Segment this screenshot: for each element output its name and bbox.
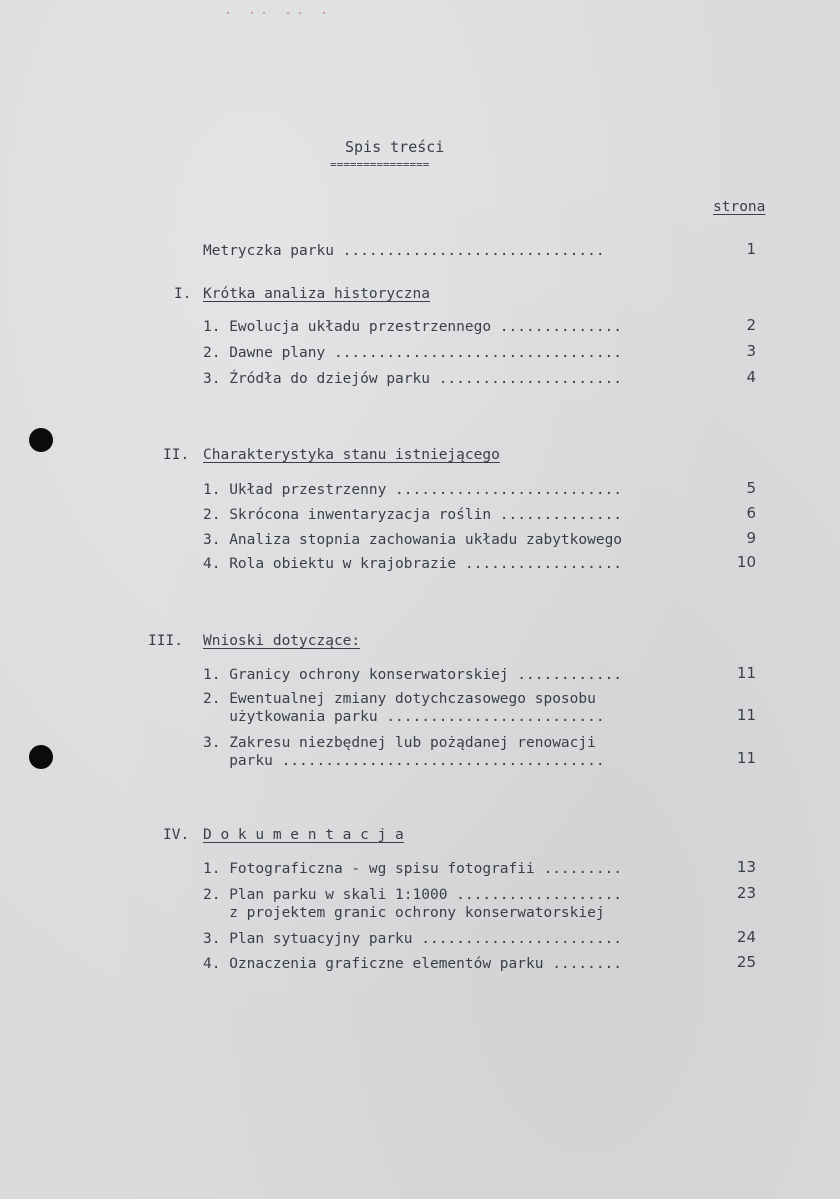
toc-item-page: 25 xyxy=(736,953,756,971)
toc-item-page: 6 xyxy=(746,504,756,522)
toc-entry-label: Metryczka parku .............................. xyxy=(203,243,605,259)
punch-hole xyxy=(29,428,53,452)
toc-item-label: 1. Granicy ochrony konserwatorskiej ............ xyxy=(203,667,623,683)
section-numeral: I. xyxy=(174,286,192,302)
title-underline-rule: =============== xyxy=(330,158,430,171)
section-heading: Wnioski dotyczące: xyxy=(203,633,361,649)
toc-item-label-continuation: użytkowania parku ......................... xyxy=(203,709,605,725)
toc-item-page: 2 xyxy=(746,316,756,334)
section-numeral: II. xyxy=(163,447,190,463)
page-column-header: strona xyxy=(713,199,766,215)
section-numeral: IV. xyxy=(163,827,190,843)
toc-item-label: 4. Oznaczenia graficzne elementów parku ........ xyxy=(203,956,623,972)
toc-item-page: 9 xyxy=(746,529,756,547)
section-numeral: III. xyxy=(148,633,183,649)
toc-item-label: 3. Zakresu niezbędnej lub pożądanej renowacji xyxy=(203,735,596,751)
toc-item-page: 23 xyxy=(736,884,756,902)
toc-item-label: 2. Plan parku w skali 1:1000 ................... xyxy=(203,887,623,903)
toc-item-page: 11 xyxy=(736,664,756,682)
toc-item-page: 4 xyxy=(746,368,756,386)
toc-item-label: 1. Układ przestrzenny .......................... xyxy=(203,482,623,498)
toc-item-page: 24 xyxy=(736,928,756,946)
toc-item-label: 3. Analiza stopnia zachowania układu zabytkowego xyxy=(203,532,623,548)
page-title: Spis treści xyxy=(345,138,445,156)
toc-item-page: 11 xyxy=(736,706,756,724)
toc-item-label: 2. Skrócona inwentaryzacja roślin .............. xyxy=(203,507,623,523)
toc-item-label: 1. Fotograficzna - wg spisu fotografii ......... xyxy=(203,861,623,877)
ink-specks: · ·· -- · xyxy=(225,8,334,19)
punch-hole xyxy=(29,745,53,769)
toc-item-label: 1. Ewolucja układu przestrzennego .............. xyxy=(203,319,623,335)
section-heading: Charakterystyka stanu istniejącego xyxy=(203,447,500,463)
toc-item-label: 4. Rola obiektu w krajobrazie .................. xyxy=(203,556,623,572)
toc-item-page: 11 xyxy=(736,749,756,767)
toc-item-label: 2. Ewentualnej zmiany dotychczasowego sposobu xyxy=(203,691,596,707)
toc-item-label-continuation: parku ..................................... xyxy=(203,753,605,769)
toc-item-page: 5 xyxy=(746,479,756,497)
toc-item-label: 3. Plan sytuacyjny parku ....................... xyxy=(203,931,623,947)
toc-item-label-continuation: z projektem granic ochrony konserwatorskiej xyxy=(203,905,605,921)
toc-item-page: 10 xyxy=(736,553,756,571)
toc-item-label: 2. Dawne plany ................................. xyxy=(203,345,623,361)
toc-entry-page: 1 xyxy=(746,240,756,258)
toc-item-label: 3. Źródła do dziejów parku ..................... xyxy=(203,371,623,387)
toc-item-page: 13 xyxy=(736,858,756,876)
section-heading: D o k u m e n t a c j a xyxy=(203,827,404,843)
toc-item-page: 3 xyxy=(746,342,756,360)
section-heading: Krótka analiza historyczna xyxy=(203,286,430,302)
